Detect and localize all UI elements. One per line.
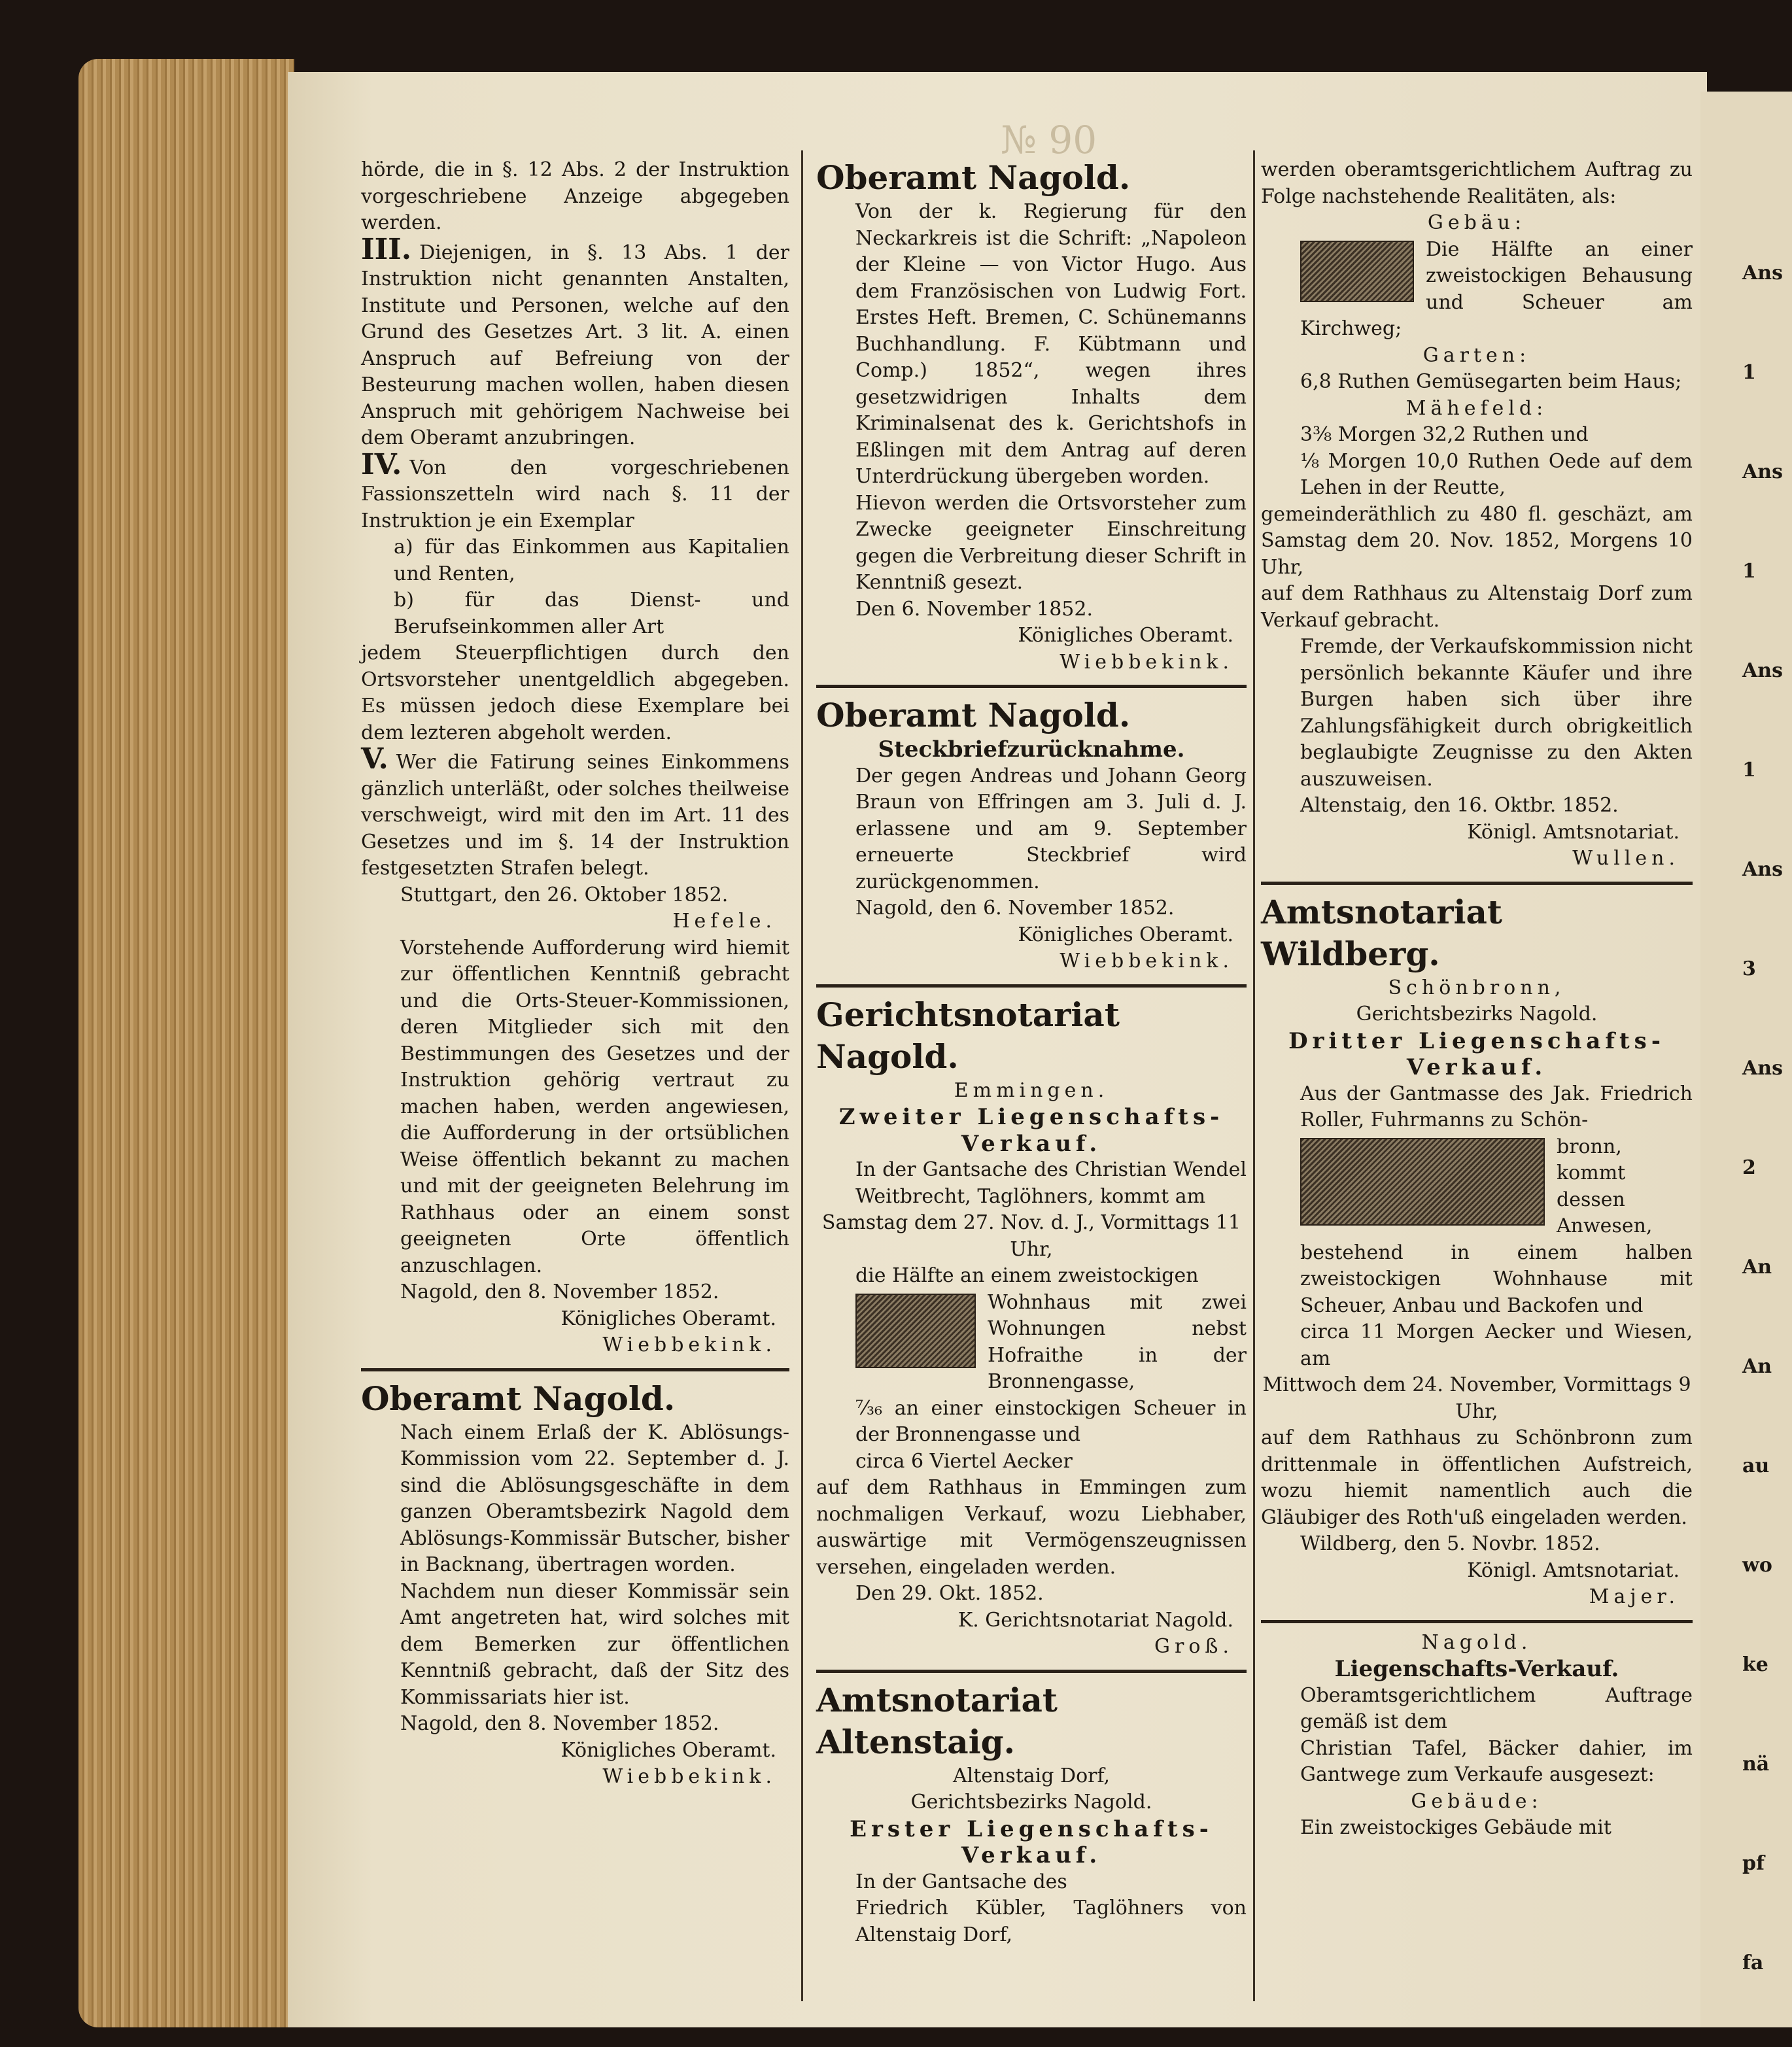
paragraph: 6,8 Ruthen Gemüsegarten beim Haus; [1300, 370, 1682, 393]
paragraph-text: Die Hälfte an einer zweistockigen Behausung und Scheuer am Kirchweg; [1300, 237, 1693, 340]
column-divider [801, 150, 803, 2001]
paragraph: Vorstehende Aufforderung wird hiemit zur öffentlichen Kenntniß gebracht und die Orts-Steuer-Kommissionen, deren Mitglieder sich mit den Bestimmungen des Gesetzes und der Instruktion gehörig vertraut zu machen haben, werden angewiesen, die Aufforderung in der ortsüblichen Weise öffentlich bekannt zu machen und mit der geeigneten Belehrung im Rathhaus oder an einem sonst geeigneten Orte öffentlich anzuschlagen. [400, 936, 789, 1277]
centered-line: Gerichtsbezirks Nagold. [910, 1791, 1152, 1814]
paragraph-text: Von den vorgeschriebenen Fassionszetteln wird nach §. 11 der Instruktion je ein Exemplar [361, 456, 789, 532]
woodcut-paragraph [816, 1290, 1247, 1396]
paragraph: ⅛ Morgen 10,0 Ruthen Oede auf dem Lehen in der Reutte, [1300, 449, 1693, 499]
house-woodcut-image [855, 1294, 976, 1368]
page-number-ghost: № 90 [1001, 118, 1097, 162]
signature-line: Wiebbekink. [602, 1765, 776, 1788]
signature-line: Wiebbekink. [602, 1333, 776, 1356]
next-page-fragment: 3 [1742, 957, 1756, 980]
paragraph: Nachdem nun dieser Kommissär sein Amt angetreten hat, wird solches mit dem Bemerken zur öffentlichen Kenntniß gebracht, daß der Sitz des Kommissariats hier ist. [400, 1579, 789, 1709]
centered-line: Nagold. [1421, 1630, 1532, 1654]
signature-line: Königliches Oberamt. [560, 1738, 776, 1762]
paragraph: circa 6 Viertel Aecker [855, 1449, 1073, 1473]
book-edge [78, 59, 294, 2027]
centered-line: Emmingen. [954, 1078, 1109, 1102]
paragraph: 3⅜ Morgen 32,2 Ruthen und [1300, 423, 1589, 446]
paragraph: Aus der Gantmasse des Jak. Friedrich Roller, Fuhrmanns zu Schön- [1300, 1082, 1693, 1131]
paragraph: Ein zweistockiges Gebäude mit [1300, 1816, 1611, 1839]
section-rule [816, 984, 1247, 988]
next-page-fragment: Ans [1742, 858, 1783, 881]
paragraph: Altenstaig, den 16. Oktbr. 1852. [1300, 794, 1619, 817]
column-3 [1261, 157, 1693, 1842]
paragraph: die Hälfte an einem zweistockigen [855, 1264, 1199, 1287]
paragraph: Nagold, den 8. November 1852. [400, 1281, 719, 1303]
notice-heading: Amtsnotariat Wildberg. [1261, 892, 1502, 973]
paragraph: Den 29. Okt. 1852. [855, 1582, 1044, 1605]
list-item: a) für das Einkommen aus Kapitalien und Renten, [394, 536, 789, 585]
next-page-fragment: au [1742, 1454, 1770, 1477]
signature-line: Hefele. [672, 910, 776, 933]
next-page-fragment: An [1742, 1355, 1772, 1378]
signature-line: Königliches Oberamt. [1018, 624, 1233, 647]
centered-line: Mittwoch dem 24. November, Vormittags 9 Uhr, [1262, 1373, 1691, 1423]
next-page-fragment: Ans [1742, 460, 1783, 483]
paragraph: In der Gantsache des [855, 1870, 1067, 1893]
paragraph-text: Wohnhaus mit zwei Wohnungen nebst Hofraithe in der Bronnengasse, [988, 1290, 1247, 1393]
next-page-fragment: 1 [1742, 560, 1756, 583]
paragraph: Nagold, den 8. November 1852. [400, 1712, 719, 1735]
paragraph: auf dem Rathhaus zu Altenstaig Dorf zum Verkauf gebracht. [1261, 582, 1693, 632]
paragraph: Oberamtsgerichtlichem Auftrage gemäß ist dem [1300, 1683, 1693, 1733]
next-page-fragment: ke [1742, 1653, 1768, 1676]
numbered-paragraph [361, 447, 789, 535]
subheading: Liegenschafts-Verkauf. [1334, 1656, 1619, 1682]
notice-heading: Amtsnotariat Altenstaig. [816, 1680, 1058, 1761]
signature-line: Königl. Amtsnotariat. [1467, 1558, 1680, 1582]
column-divider [1253, 150, 1255, 2001]
column-1 [361, 157, 789, 1791]
signature-line: Majer. [1589, 1585, 1680, 1608]
next-page-fragment: nä [1742, 1753, 1770, 1776]
paragraph: circa 11 Morgen Aecker und Wiesen, am [1300, 1320, 1693, 1370]
next-page-fragment: wo [1742, 1554, 1772, 1577]
next-page-fragment: 1 [1742, 361, 1756, 384]
paragraph: Fremde, der Verkaufskommission nicht persönlich bekannte Käufer und ihre Burgen haben sich über ihre Zahlungsfähigkeit durch obrigkeitlich beglaubigte Zeugnisse zu den Akten auszuweisen. [1300, 635, 1693, 791]
paragraph-text: Wer die Fatirung seines Einkommens gänzlich unterläßt, oder solches theilweise verschweigt, wird mit den im Art. 11 des Gesetzes und im §. 14 der Instruktion festgesetzten Strafen belegt. [361, 751, 789, 880]
signature-line: K. Gerichtsnotariat Nagold. [957, 1608, 1233, 1632]
section-rule [816, 1670, 1247, 1673]
next-page-edge [1700, 92, 1792, 2027]
paragraph-text: Diejenigen, in §. 13 Abs. 1 der Instruktion nicht genannten Anstalten, Institute und Personen, welche auf den Grund des Gesetzes Art. 3 lit. A. einen Anspruch auf Befreiung von der Besteurung machen wollen, haben diesen Anspruch mit gehörigem Nachweise bei dem Oberamt anzubringen. [361, 241, 789, 449]
house-woodcut-image [1300, 241, 1414, 302]
newspaper-page [288, 72, 1707, 2027]
numbered-paragraph [361, 232, 789, 452]
paragraph: Wildberg, den 5. Novbr. 1852. [1300, 1532, 1600, 1555]
signature-line: Königliches Oberamt. [560, 1307, 776, 1330]
section-rule [1261, 1620, 1693, 1623]
centered-line: Samstag dem 27. Nov. d. J., Vormittags 11 Uhr, [821, 1211, 1241, 1261]
signature-line: Groß. [1154, 1635, 1233, 1658]
list-item: b) für das Dienst- und Berufseinkommen aller Art [394, 589, 789, 638]
centered-line: Gerichtsbezirks Nagold. [1356, 1003, 1598, 1025]
next-page-fragment: pf [1742, 1852, 1765, 1875]
paragraph: Hievon werden die Ortsvorsteher zum Zwecke geeigneter Einschreitung gegen die Verbreitung dieser Schrift in Kenntniß gesezt. [855, 491, 1247, 594]
paragraph: ⁷⁄₃₆ an einer einstockigen Scheuer in der Bronnengasse und [855, 1396, 1247, 1446]
notice-heading: Oberamt Nagold. [816, 158, 1131, 197]
paragraph: auf dem Rathhaus in Emmingen zum nochmaligen Verkauf, wozu Liebhaber, auswärtige mit Vermögenszeugnissen versehen, eingeladen werden. [816, 1476, 1247, 1579]
roman-numeral: V. [361, 742, 388, 776]
next-page-fragment: An [1742, 1256, 1772, 1279]
paragraph: hörde, die in §. 12 Abs. 2 der Instruktion vorgeschriebene Anzeige abgegeben werden. [361, 158, 789, 234]
centered-line: Mähefeld: [1405, 396, 1548, 420]
signature-line: Wiebbekink. [1060, 650, 1233, 674]
next-page-fragment: Ans [1742, 1057, 1783, 1080]
paragraph: Den 6. November 1852. [855, 597, 1094, 621]
paragraph-text: bronn, kommt dessen Anwesen, bestehend in einem halben zweistockigen Wohnhause mit Scheuer, Anbau und Backofen und [1300, 1135, 1693, 1317]
roman-numeral: IV. [361, 447, 402, 481]
paragraph: Christian Tafel, Bäcker dahier, im Gantwege zum Verkaufe ausgesezt: [1300, 1736, 1693, 1786]
centered-line: Altenstaig Dorf, [952, 1764, 1111, 1787]
house-woodcut-image [1300, 1138, 1545, 1226]
woodcut-paragraph [1261, 237, 1693, 343]
signature-line: Wiebbekink. [1060, 950, 1233, 972]
paragraph: Der gegen Andreas und Johann Georg Braun von Effringen am 3. Juli d. J. erlassene und am 9. September erneuerte Steckbrief wird zurückgenommen. [855, 764, 1247, 893]
signature-line: Königl. Amtsnotariat. [1467, 820, 1680, 844]
paragraph: Friedrich Kübler, Taglöhners von Altenstaig Dorf, [855, 1897, 1247, 1946]
paragraph: Von der k. Regierung für den Neckarkreis ist die Schrift: „Napoleon der Kleine — von Victor Hugo. Aus dem Französischen von Ludwig Fort. Erstes Heft. Bremen, C. Schünemanns Buchhandlung. F. Kübtmann und Comp.) 1852“, wegen ihres gesetzwidrigen Inhalts dem Kriminalsenat des k. Gerichtshofs in Eßlingen mit dem Antrag auf deren Unterdrückung übergeben worden. [855, 200, 1247, 488]
next-page-fragment: 1 [1742, 759, 1756, 782]
notice-heading: Oberamt Nagold. [361, 1379, 676, 1418]
woodcut-paragraph [1261, 1134, 1693, 1320]
notice-heading: Gerichtsnotariat Nagold. [816, 995, 1120, 1076]
paragraph: jedem Steuerpflichtigen durch den Ortsvorsteher unentgeldlich abgegeben. Es müssen jedoch diese Exemplare bei dem lezteren abgeholt werden. [361, 642, 789, 744]
column-2 [816, 157, 1247, 1948]
next-page-fragment: fa [1742, 1952, 1764, 1974]
paragraph: werden oberamtsgerichtlichem Auftrag zu Folge nachstehende Realitäten, als: [1261, 158, 1693, 208]
subheading: Steckbriefzurücknahme. [878, 736, 1185, 763]
centered-line: Schönbronn, [1388, 976, 1566, 999]
centered-line: Gebäude: [1411, 1789, 1543, 1813]
subheading: Erster Liegenschafts-Verkauf. [850, 1815, 1213, 1868]
section-rule [816, 685, 1247, 688]
numbered-paragraph [361, 742, 789, 882]
signature-line: Wullen. [1572, 847, 1680, 870]
signature-line: Königliches Oberamt. [1018, 923, 1233, 946]
notice-heading: Oberamt Nagold. [816, 696, 1131, 734]
paragraph: Stuttgart, den 26. Oktober 1852. [400, 883, 729, 906]
centered-line: Garten: [1422, 343, 1531, 367]
roman-numeral: III. [361, 232, 412, 266]
next-page-fragment: 2 [1742, 1156, 1756, 1179]
next-page-fragment: Ans [1742, 262, 1783, 284]
paragraph: gemeinderäthlich zu 480 fl. geschäzt, am Samstag dem 20. Nov. 1852, Morgens 10 Uhr, [1261, 502, 1693, 579]
subheading: Dritter Liegenschafts-Verkauf. [1288, 1027, 1665, 1080]
section-rule [1261, 882, 1693, 885]
paragraph: Nach einem Erlaß der K. Ablösungs-Kommission vom 22. September d. J. sind die Ablösungsgeschäfte in dem ganzen Oberamtsbezirk Nagold dem Ablösungs-Kommissär Butscher, bisher in Backnang, übertragen worden. [400, 1420, 789, 1576]
section-rule [361, 1368, 789, 1371]
next-page-fragment: Ans [1742, 659, 1783, 682]
paragraph: Nagold, den 6. November 1852. [855, 897, 1175, 920]
subheading: Zweiter Liegenschafts-Verkauf. [838, 1104, 1224, 1157]
centered-line: Gebäu: [1427, 211, 1526, 234]
paragraph: auf dem Rathhaus zu Schönbronn zum drittenmale in öffentlichen Aufstreich, wozu hiemit namentlich auch die Gläubiger des Roth'uß eingeladen werden. [1261, 1426, 1693, 1529]
paragraph: In der Gantsache des Christian Wendel Weitbrecht, Taglöhners, kommt am [855, 1158, 1247, 1208]
